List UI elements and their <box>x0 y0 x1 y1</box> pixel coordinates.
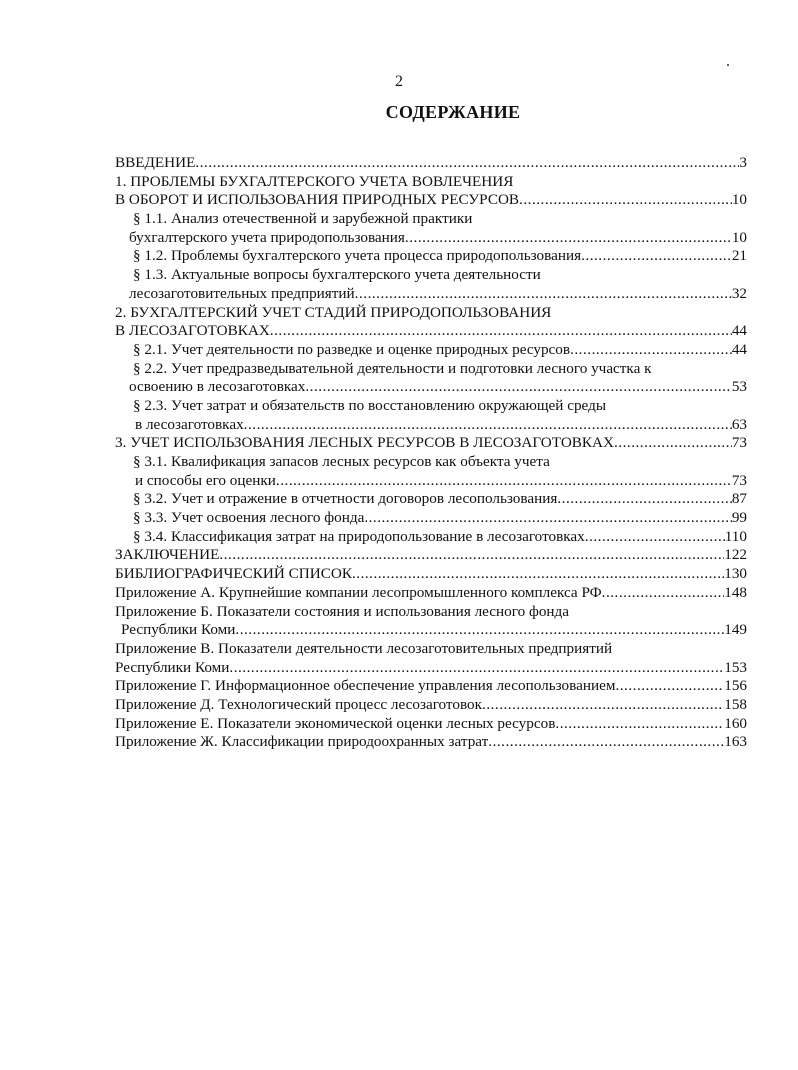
toc-section-1-3-line2: лесозаготовительных предприятий ..... 32 <box>115 285 747 304</box>
leader-dots <box>276 472 732 491</box>
toc-page-number: 10 <box>731 191 747 209</box>
leader-dots <box>244 416 732 435</box>
toc-chapter-1-line1: 1. ПРОБЛЕМЫ БУХГАЛТЕРСКОГО УЧЕТА ВОВЛЕЧЕНИЯ <box>115 172 514 190</box>
toc-section-1-1-line1: § 1.1. Анализ отечественной и зарубежной практики <box>133 210 473 228</box>
toc-appendix-zh: Приложение Ж. Классификации природоохранных затрат ..... 163 <box>115 733 747 752</box>
toc-page-number: 87 <box>731 490 747 508</box>
leader-dots <box>352 565 724 584</box>
toc-page-number: 44 <box>731 322 747 340</box>
leader-dots <box>488 733 724 752</box>
toc-appendix-e: Приложение Е. Показатели экономической оценки лесных ресурсов ..... 160 <box>115 715 747 734</box>
toc-appendix-g: Приложение Г. Информационное обеспечение управления лесопользованием ..... 156 <box>115 677 747 696</box>
leader-dots <box>305 378 731 397</box>
toc-section-2-2-line2: освоению в лесозаготовках ..... 53 <box>115 378 747 397</box>
toc-page-number: 110 <box>724 527 747 545</box>
leader-dots <box>581 247 732 266</box>
toc-page-number: 44 <box>731 340 747 358</box>
toc-page-number: 32 <box>731 284 747 302</box>
toc-section-3-2: § 3.2. Учет и отражение в отчетности договоров лесопользования ..... 87 <box>115 490 747 509</box>
leader-dots <box>219 546 724 565</box>
toc-page-number: 148 <box>724 583 747 601</box>
leader-dots <box>235 621 724 640</box>
toc-page-number: 73 <box>731 471 747 489</box>
toc-chapter-1-line2: В ОБОРОТ И ИСПОЛЬЗОВАНИЯ ПРИРОДНЫХ РЕСУРСОВ ..... 10 <box>115 191 747 210</box>
scan-speck <box>727 64 729 66</box>
leader-dots <box>602 584 725 603</box>
toc-appendix-v-line1: Приложение В. Показатели деятельности лесозаготовительных предприятий <box>115 639 613 657</box>
toc-chapter-2-line1: 2. БУХГАЛТЕРСКИЙ УЧЕТ СТАДИЙ ПРИРОДОПОЛЬЗОВАНИЯ <box>115 303 552 321</box>
toc-section-2-2-line1: § 2.2. Учет предразведывательной деятельности и подготовки лесного участка к <box>133 359 652 377</box>
leader-dots <box>405 229 732 248</box>
toc-page-number: 99 <box>731 509 747 527</box>
toc-page-number: 73 <box>731 434 747 452</box>
toc-section-1-3-line1: § 1.3. Актуальные вопросы бухгалтерского учета деятельности <box>133 266 541 284</box>
toc-section-3-1-line2: и способы его оценки ..... 73 <box>115 472 747 491</box>
toc-section-3-3: § 3.3. Учет освоения лесного фонда ..... 99 <box>115 509 747 528</box>
leader-dots <box>585 528 725 547</box>
leader-dots <box>195 154 739 173</box>
toc-page-number: 156 <box>724 677 747 695</box>
toc-appendix-b-line2: Республики Коми ..... 149 <box>115 621 747 640</box>
toc-section-3-1-line1: § 3.1. Квалификация запасов лесных ресурсов как объекта учета <box>133 453 550 470</box>
toc-page-number: 149 <box>724 621 747 639</box>
toc-page-number: 53 <box>731 378 747 396</box>
toc-section-2-3-line2: в лесозаготовках ..... 63 <box>115 416 747 435</box>
toc-chapter-3: 3. УЧЕТ ИСПОЛЬЗОВАНИЯ ЛЕСНЫХ РЕСУРСОВ В ЛЕСОЗАГОТОВКАХ ..... 73 <box>115 434 747 453</box>
toc-section-1-1-line2: бухгалтерского учета природопользования ..... 10 <box>115 229 747 248</box>
toc-entry-bibliography: БИБЛИОГРАФИЧЕСКИЙ СПИСОК ..... 130 <box>115 565 747 584</box>
toc-section-3-4: § 3.4. Классификация затрат на природопользование в лесозаготовках ..... 110 <box>115 528 747 547</box>
page-title: СОДЕРЖАНИЕ <box>385 102 521 122</box>
toc-entry-introduction: ВВЕДЕНИЕ ..... 3 <box>115 154 747 173</box>
toc-page-number: 130 <box>724 565 747 583</box>
toc-appendix-d: Приложение Д. Технологический процесс лесозаготовок ..... 158 <box>115 696 747 715</box>
leader-dots <box>615 677 724 696</box>
leader-dots <box>555 715 724 734</box>
leader-dots <box>519 191 732 210</box>
toc-page-number: 3 <box>739 154 747 171</box>
leader-dots <box>557 490 731 509</box>
leader-dots <box>570 341 732 360</box>
toc-section-2-1: § 2.1. Учет деятельности по разведке и оценке природных ресурсов ..... 44 <box>115 341 747 360</box>
toc-page-number: 10 <box>731 228 747 246</box>
toc-section-1-2: § 1.2. Проблемы бухгалтерского учета процесса природопользования ..... 21 <box>115 247 747 266</box>
leader-dots <box>270 322 732 341</box>
toc-appendix-a: Приложение А. Крупнейшие компании лесопромышленного комплекса РФ ..... 148 <box>115 584 747 603</box>
toc-appendix-v-line2: Республики Коми ..... 153 <box>115 659 747 678</box>
page-number: 2 <box>395 73 403 90</box>
toc-appendix-b-line1: Приложение Б. Показатели состояния и использования лесного фонда <box>115 602 570 620</box>
toc-page-number: 153 <box>724 658 747 676</box>
toc-chapter-2-line2: В ЛЕСОЗАГОТОВКАХ ..... 44 <box>115 322 747 341</box>
toc-page-number: 160 <box>724 714 747 732</box>
leader-dots <box>355 285 732 304</box>
toc-page-number: 122 <box>724 546 747 564</box>
toc-page-number: 163 <box>724 733 747 751</box>
toc-page-number: 63 <box>731 415 747 433</box>
leader-dots <box>614 434 732 453</box>
table-of-contents <box>115 154 747 752</box>
leader-dots <box>364 509 732 528</box>
toc-page-number: 21 <box>731 247 747 265</box>
leader-dots <box>229 659 724 678</box>
toc-entry-conclusion: ЗАКЛЮЧЕНИЕ ..... 122 <box>115 546 747 565</box>
leader-dots <box>482 696 724 715</box>
toc-page-number: 158 <box>724 695 747 713</box>
toc-section-2-3-line1: § 2.3. Учет затрат и обязательств по восстановлению окружающей среды <box>133 396 607 414</box>
